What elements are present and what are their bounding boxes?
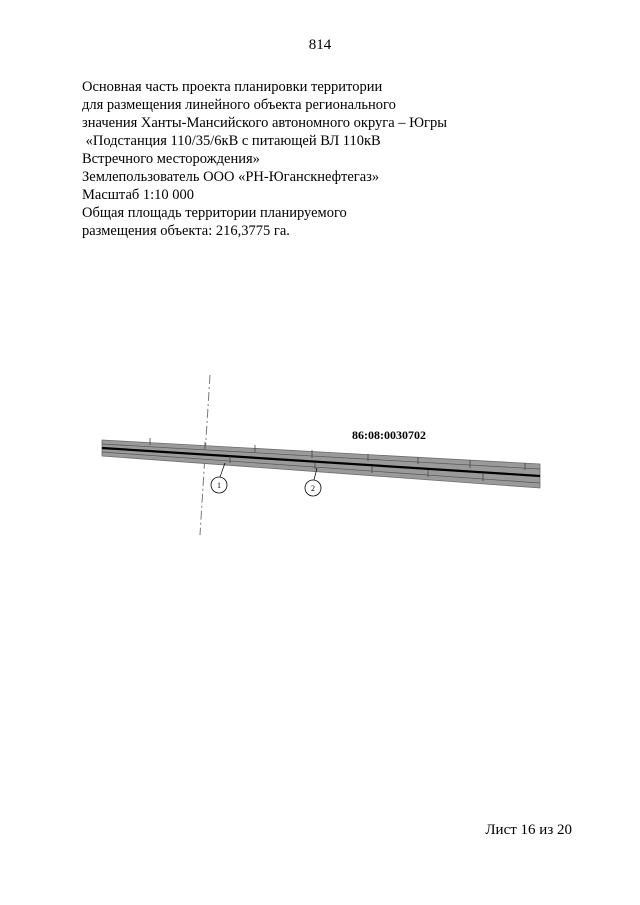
- cadastral-number-label: 86:08:0030702: [352, 428, 426, 442]
- header-line: Основная часть проекта планировки территории: [82, 79, 383, 95]
- point-marker-2-label: 2: [311, 484, 315, 493]
- header-line: «Подстанция 110/35/6кВ с питающей ВЛ 110кВ: [82, 133, 381, 149]
- page-number: 814: [308, 37, 332, 53]
- area-line: размещения объекта: 216,3775 га.: [82, 223, 290, 239]
- land-user-line: Землепользователь ООО «РН-Юганскнефтегаз»: [82, 169, 380, 185]
- area-line: Общая площадь территории планируемого: [82, 205, 347, 221]
- header-line: Встречного месторождения»: [82, 151, 260, 167]
- scale-line: Масштаб 1:10 000: [82, 187, 195, 203]
- header-line: значения Ханты-Мансийского автономного округа – Югры: [82, 115, 447, 131]
- sheet-counter: Лист 16 из 20: [485, 822, 572, 838]
- point-marker-1-label: 1: [217, 481, 221, 490]
- line-corridor: [102, 440, 540, 488]
- document-header: [82, 78, 542, 240]
- planning-map: [0, 360, 640, 560]
- header-line: для размещения линейного объекта регионального: [82, 97, 396, 113]
